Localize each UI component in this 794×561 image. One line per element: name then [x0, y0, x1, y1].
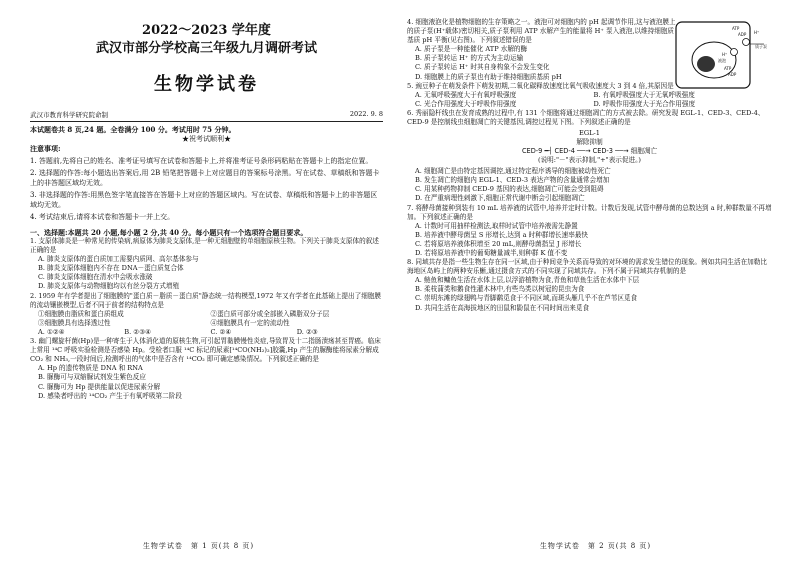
q3-option-c: C. 脲酶可为 Hp 提供能量以促进尿素分解 [38, 382, 161, 391]
q2-option-a: A. ①②④ [38, 327, 65, 336]
page-2 [397, 0, 794, 561]
label-vacuole: 液泡 [718, 58, 726, 63]
wish: ★祝考试顺利★ [182, 134, 231, 143]
pathway-egl1: EGL-1 [579, 129, 600, 138]
q4-block [407, 18, 772, 82]
issuer: 武汉市教育科学研究院命制 [30, 111, 108, 119]
q8-option-c: C. 崇明东滩的绿翅鸭与青脚鹬觅食于不同区域,而斑头雁几乎不在芦苇区觅食 [415, 294, 638, 303]
q1-option-b: B. 肺炎支原体细胞内不存在 DNA－蛋白质复合体 [38, 264, 184, 273]
q3-option-b: B. 脲酶可与双缩脲试剂发生紫色反应 [38, 373, 146, 382]
q3-stem: 3. 幽门螺旋杆菌(Hp)是一种寄生于人体消化道的原核生物,可引起胃黏膜慢性炎症,导致胃及十二指肠溃疡甚至胃癌。临床上常用 ¹⁴C 呼吸实验检测是否感染 Hp。受检者口服 ¹⁴C 标记的尿素[¹⁴CO(NH₂)₂]胶囊,Hp 产生的脲酶能将尿素分解成 CO₂ 和 NH₃,一段时间后,检测呼出的气体中是否含有 ¹⁴CO₂ 即可确定感染情况。下列叙述正确的是 [30, 337, 381, 364]
q2-options [30, 328, 383, 337]
q1-option-a: A. 肺炎支原体的蛋白质加工需要内质网、高尔基体参与 [38, 255, 199, 264]
pathway-note: (说明:"－"表示抑制,"+"表示促进。) [538, 156, 641, 165]
q2-stem: 2. 1959 年有学者提出了细胞膜的"蛋白质－脂质－蛋白质"静态统一结构模型,1972 年又有学者在此基础上提出了细胞膜的流动镶嵌模型,后者不同于前者的结构特点是 [30, 291, 382, 309]
exam-summary: 本试题卷共 8 页,24 题。全卷满分 100 分。考试用时 75 分钟。 [30, 125, 236, 134]
pathway-release: 解除抑制 [576, 138, 603, 147]
q4-option-c: C. 质子泵转运 H⁺ 时其自身构象不会发生变化 [415, 63, 550, 72]
label-h-2: H⁺ [722, 52, 728, 57]
q5-option-d: D. 呼吸作用强度大于光合作用强度 [593, 99, 696, 108]
q1-stem: 1. 支原体肺炎是一种常见的传染病,病原体为肺炎支原体,是一种无细胞壁的单细胞原核生物。下列关于肺炎支原体的叙述正确的是 [30, 237, 379, 255]
q2-item-4: ④细胞膜具有一定的流动性 [210, 318, 290, 327]
page-1-footer: 生物学试卷 第 1 页(共 8 页) [142, 542, 255, 550]
q5-option-a: A. 无氧呼吸强度大于有氧呼吸强度 [415, 90, 517, 99]
q5-stem: 5. 豌豆种子在萌发条件下萌发初期,二氧化碳释放速度比氧气吸收速度大 3 到 4 倍,其原因是 [407, 81, 674, 90]
note-1: 1. 答题前,先将自己的姓名、准考证号填写在试卷和答题卡上,并将准考证号条形码粘贴在答题卡上的指定位置。 [30, 156, 373, 165]
pathway-chain: CED-9 ━┤ CED-4 ──→ CED-3 ──→ 细胞凋亡 [521, 147, 658, 156]
page-2-footer: 生物学试卷 第 2 页(共 8 页) [539, 542, 652, 550]
q6-pathway [407, 129, 772, 165]
q5-option-c: C. 光合作用强度大于呼吸作用强度 [415, 99, 517, 108]
q1-option-d: D. 肺炎支原体与动物细胞均以有丝分裂方式增殖 [38, 282, 180, 291]
note-2: 2. 选择题的作答:每小题选出答案后,用 2B 铅笔把答题卡上对应题目的答案标号涂黑。写在试卷、草稿纸和答题卡上的非答题区域均无效。 [30, 169, 380, 187]
q2-item-3: ③细胞膜具有选择透过性 [38, 318, 111, 327]
q7-option-d: D. 若将原培养液中的葡萄糖量减半,则种群 K 值不变 [415, 248, 568, 257]
q7-option-a: A. 计数时可用抽样检测法,取样时试管中培养液需先静置 [415, 221, 578, 230]
issuer-line [30, 110, 383, 122]
label-adp-1: ADP [738, 32, 747, 37]
label-h-1: H⁺ [754, 30, 760, 35]
q8-option-b: B. 柔枝蒲类和鹅食性灌木林中,有些鸟类以树冠的昆虫为食 [415, 285, 585, 294]
membrane-pump [743, 39, 750, 46]
q8-stem: 8. 同域共存是指一些生物生存在同一区域,由于种间竞争关系而导致的对环境的需求发生错位的现象。例如共同生活在加勒比海地区岛屿上的两种安乐蜥,通过摄食方式的不同实现了同域共存。下列不属于同域共存机制的是 [407, 258, 767, 276]
q8-option-d: D. 共同生活在高海拔地区的田鼠和鼢鼠在不同时间出来觅食 [415, 303, 590, 312]
q7-option-b: B. 培养液中酵母菌呈 S 形增长,达到 a 时种群增长速率最快 [415, 230, 589, 239]
q6-option-a: A. 细胞凋亡是由特定基因调控,通过特定程序诱导的细胞被动性死亡 [415, 167, 611, 176]
q2-items-row1 [30, 310, 383, 319]
q7-stem: 7. 将酵母菌接种到装有 10 mL 培养液的试管中,培养并定时计数。计数后发现,试管中酵母菌的总数达到 a 时,种群数量不再增加。下列叙述正确的是 [407, 203, 772, 221]
q3-option-a: A. Hp 的遗传物质是 DNA 和 RNA [38, 364, 143, 373]
title-exam: 武汉市部分学校高三年级九月调研考试 [95, 41, 317, 56]
q5-option-b: B. 有氧呼吸强度大于无氧呼吸强度 [593, 90, 695, 99]
title-subject: 生物学试卷 [154, 74, 259, 95]
q4-stem: 4. 细胞液泡化是植物细胞的生存策略之一。液泡可对细胞内的 pH 起调节作用,这与液泡膜上的质子泵(H⁺载体)密切相关,质子泵利用 ATP 水解产生的能量将 H⁺ 泵入液泡,以维持细胞质基质 pH 平衡(见右图)。下列叙述错误的是 [407, 18, 676, 45]
q2-option-d: D. ②③ [296, 327, 318, 336]
vacuole-pump [731, 49, 738, 56]
q2-option-c: C. ②④ [210, 327, 232, 336]
q6-option-b: B. 发生凋亡的细胞内 EGL-1、CED-3 表达产物的含量通常会增加 [415, 176, 610, 185]
q5-options-row1 [407, 91, 772, 100]
exam-date: 2022. 9. 8 [349, 110, 383, 118]
q6-stem: 6. 秀丽隐杆线虫在发育成熟的过程中,有 131 个细胞将通过细胞凋亡的方式被去除。研究发现 EGL-1、CED-3、CED-4、CED-9 是控制线虫细胞凋亡的关键基因,调控过程见下图。下列叙述正确的是 [407, 108, 765, 127]
notes-title: 注意事项: [30, 144, 61, 153]
vacuole-interior [697, 56, 715, 72]
q5-options-row2 [407, 100, 772, 109]
q4-option-a: A. 质子泵是一种能催化 ATP 水解的酶 [415, 45, 528, 54]
label-atp-2: ATP [724, 66, 732, 71]
q4-option-d: D. 细胞膜上的质子泵也有助于维持细胞质基质 pH [415, 72, 562, 81]
vacuole-figure [672, 20, 772, 92]
q1-option-c: C. 肺炎支原体细胞在清水中会吸水涨破 [38, 273, 153, 282]
q2-item-2: ②蛋白质可部分或全部嵌入磷脂双分子层 [210, 309, 330, 318]
label-adp-2: ADP [728, 72, 737, 77]
note-3: 3. 非选择题的作答:用黑色签字笔直接答在答题卡上对应的答题区域内。写在试卷、草稿纸和答题卡上的非答题区域均无效。 [30, 191, 378, 209]
q4-option-b: B. 质子泵转运 H⁺ 的方式为主动运输 [415, 54, 524, 63]
q3-option-d: D. 感染者呼出的 ¹⁴CO₂ 产生于有氧呼吸第二阶段 [38, 391, 182, 400]
q6-option-c: C. 用某种药物抑制 CED-9 基因的表达,细胞凋亡可能会受到阻碍 [415, 185, 604, 194]
q6-option-d: D. 在严重病理性刺激下,细胞正常代谢中断会引起细胞凋亡 [415, 194, 585, 203]
q2-items-row2 [30, 319, 383, 328]
q2-item-1: ①细胞膜由脂质和蛋白质组成 [38, 309, 124, 318]
q7-option-c: C. 若将原培养液体积增至 20 mL,则酵母菌指呈 J 形增长 [415, 239, 582, 248]
label-atp-1: ATP [732, 26, 740, 31]
note-4: 4. 考试结束后,请将本试卷和答题卡一并上交。 [30, 213, 175, 221]
label-proton-pump: 质子泵 [755, 44, 767, 49]
title-year: 2022～2023 学年度 [142, 23, 271, 38]
section-1-heading: 一、选择题:本题共 20 小题,每小题 2 分,共 40 分。每小题只有一个选项符合题目要求。 [30, 227, 308, 237]
q2-option-b: B. ②③④ [124, 327, 152, 336]
q8-option-a: A. 鲢鱼和鳙鱼生活在水体上层,以浮游植物为食,青鱼和草鱼生活在水体中下层 [415, 276, 640, 285]
